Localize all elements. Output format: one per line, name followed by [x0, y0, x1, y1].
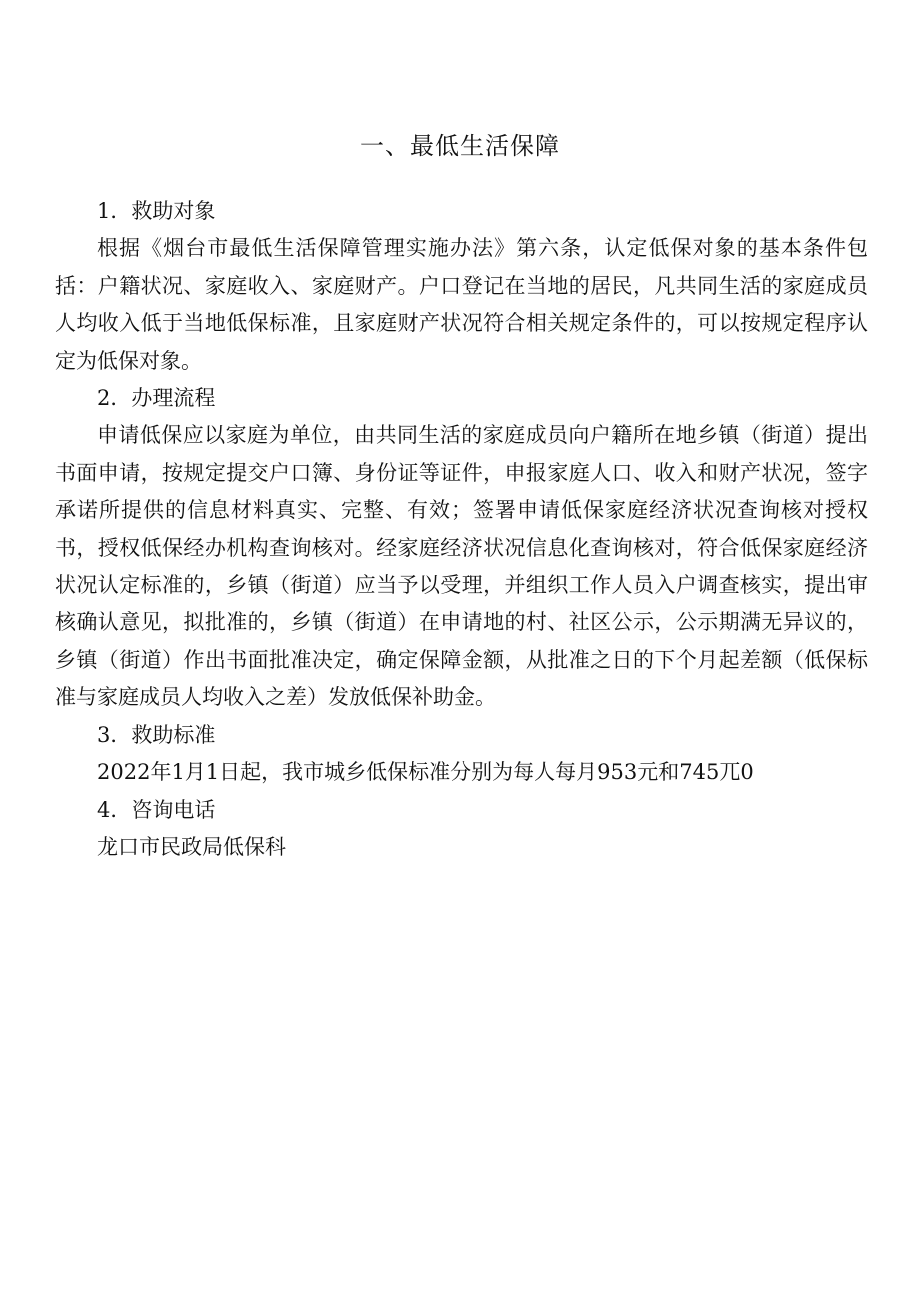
page-title: 一、最低生活保障	[360, 132, 560, 160]
section-paragraph-1: 根据《烟台市最低生活保障管理实施办法》第六条，认定低保对象的基本条件包括：户籍状况、家庭收入、家庭财产。户口登记在当地的居民，凡共同生活的家庭成员人均收入低于当地低保标准，且家庭财产状况符合相关规定条件的，可以按规定程序认定为低保对象。	[55, 236, 868, 373]
section-heading-4: 4．咨询电话	[97, 797, 216, 822]
section-heading-1: 1．救助对象	[97, 199, 216, 223]
document-body	[55, 193, 868, 866]
section-paragraph-2: 申请低保应以家庭为单位，由共同生活的家庭成员向户籍所在地乡镇（街道）提出书面申请，按规定提交户口簿、身份证等证件，申报家庭人口、收入和财产状况，签字承诺所提供的信息材料真实、完整、有效；签署申请低保家庭经济状况查询核对授权书，授权低保经办机构查询核对。经家庭经济状况信息化查询核对，符合低保家庭经济状况认定标准的，乡镇（街道）应当予以受理，并组织工作人员入户调查核实，提出审核确认意见，拟批准的，乡镇（街道）在申请地的村、社区公示，公示期满无异议的，乡镇（街道）作出书面批准决定，确定保障金额，从批准之日的下个月起差额（低保标准与家庭成员人均收入之差）发放低保补助金。	[55, 423, 868, 710]
section-heading-3: 3．救助标准	[97, 722, 216, 747]
section-paragraph-4: 龙口市民政局低保科	[97, 834, 286, 859]
section-heading-2: 2．办理流程	[97, 386, 216, 411]
section-paragraph-3: 2022年1月1日起，我市城乡低保标准分别为每人每月953元和745兀0	[97, 760, 754, 785]
